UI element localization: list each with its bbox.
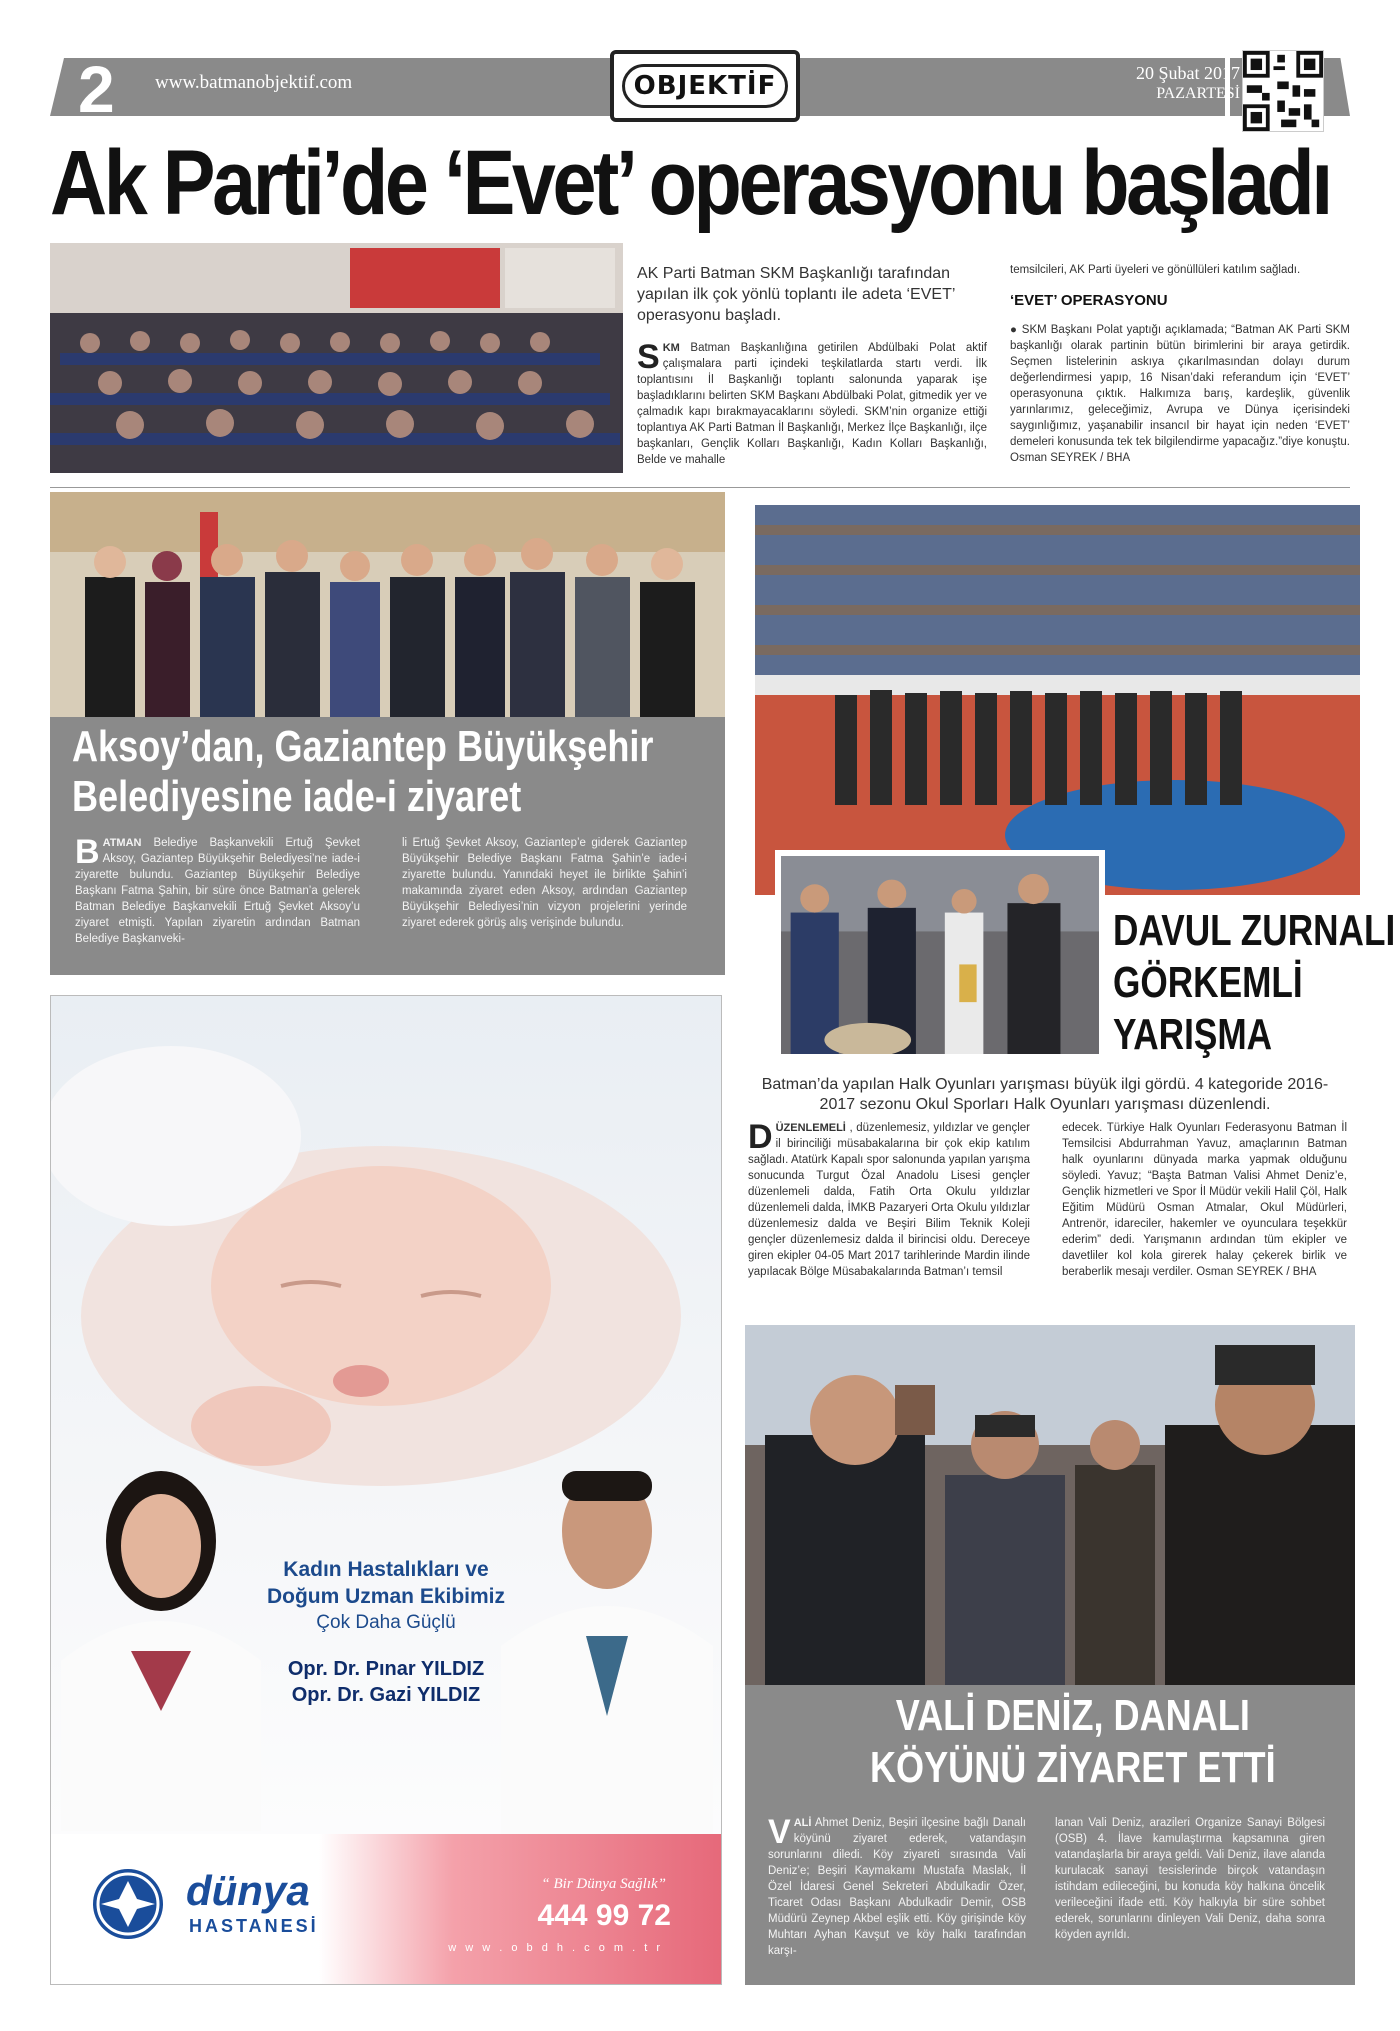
vali-title-line-1: VALİ DENİZ, DANALI <box>895 1691 1250 1740</box>
ad-slogan: “ Bir Dünya Sağlık” <box>541 1876 666 1892</box>
ak-article-column-1 <box>637 340 987 476</box>
aksoy-title <box>72 722 653 822</box>
vali-column-1 <box>768 1815 1026 1959</box>
davul-title-line-3: YARIŞMA <box>1113 1010 1273 1059</box>
ad-website[interactable]: w w w . o b d h . c o m . t r <box>448 1942 663 1954</box>
trophy-ceremony-photo <box>775 850 1105 1060</box>
day-text: PAZARTESİ <box>1156 85 1240 102</box>
ak-lead-word: KM <box>662 342 680 354</box>
page-number: 2 <box>78 52 115 126</box>
ad-tagline <box>216 1556 556 1636</box>
ak-dropcap: S <box>637 340 660 376</box>
davul-column-1 <box>748 1120 1030 1280</box>
vali-body-1: Ahmet Deniz, Beşiri ilçesine bağlı Danalı köyünü ziyaret ederek, vatandaşın sorunlarını diledi. Köy ziyareti sırasında Vali Deniz’e; Beşiri Kaymakamı Mustafa Maslak, İl Özel İdaresi Genel Sekreteri Abdulkadir Özer, Ticaret Odası Başkanı Abdulkadir Demir, OSB Müdürü Zeynep Akbel eşlik etti. Köy girişinde köy Muhtarı Ayhan Kavşut ve köy halkı tarafından karşı- <box>768 1817 1026 1957</box>
vali-body-2: lanan Vali Deniz, arazileri Organize Sanayi Bölgesi (OSB) 4. İlave kamulaştırma kapsamına giren vatandaşlarla bir araya geldi. Vali Deniz, ilave alanda kurulacak sanayi tesislerinde birçok vatandaşın istihdam edileceğini, bu konuda köy halkına öncelik verileceğini ifade etti. Köy halkıyla bir süre sohbet ederek, sorunlarını dinleyen Vali Deniz, daha sonra köyden ayrıldı. <box>1055 1817 1325 1941</box>
vali-column-2 <box>1055 1815 1325 1943</box>
ad-doctor-1: Opr. Dr. Pınar YILDIZ <box>287 1658 485 1680</box>
ak-body-3: ● SKM Başkanı Polat yaptığı açıklamada; “Batman AK Parti SKM başkanlığı olarak partinin bütün birimlerini bir araya getirdik. Seçmen listelerinin askıya çıkarılmasından dolayı durum değerlendirmesi yapıp, 16 Nisan’daki referandum için ‘EVET’ operasyonuna çıktık. Halkımıza barış, kardeşlik, güvenlik yarınlarımız, geleceğimiz, Avrupa ve Dünya içerisindeki saygınlığımız, yaşanabilir insancıl bir hayat için neden ‘EVET’ demeleri konusunda tek tek bilgilendirme yapacağız.”diye konuştu. Osman SEYREK / BHA <box>1010 324 1350 464</box>
ak-article-lead: AK Parti Batman SKM Başkanlığı tarafından yapılan ilk çok yönlü toplantı ile adeta ‘EVET’ operasyonu başladı. <box>637 265 955 324</box>
aksoy-column-1 <box>75 835 360 947</box>
ad-line-1: Kadın Hastalıkları ve <box>283 1558 489 1581</box>
aksoy-body-1: Belediye Başkanvekili Ertuğ Şevket Aksoy, Gaziantep Büyükşehir Belediyesi’ne iade-i ziyarette bulundu. Gaziantep Büyükşehir Belediye Başkanı Fatma Şahin, bir süre önce Batman’a gelerek Batman Belediye Başkanvekili Ertuğ Şevket Aksoy’u ziyaret etmişti. Yapılan ziyaretin ardından Batman Belediye Başkanveki- <box>75 837 360 945</box>
davul-title-line-1: DAVUL ZURNALI <box>1113 906 1396 955</box>
davul-body-1: , düzenlemesiz, yıldızlar ve gençler il birinciliği müsabakalarına bir çok ekip katılım sağladı. Atatürk Kapalı spor salonunda yapılan yarışma sonucunda Turgut Özal Anadolu Lisesi gençler düzenlemeli dalda, Fatih Orta Okulu yıldızlar düzenlemeli dalda, İMKB Pazaryeri Orta Okulu yıldızlar düzenlemesiz dalda ve Beşiri Bilim Teknik Koleji gençler düzenlemesiz dalda il birincisi oldu. Dereceye giren ekipler 04-05 Mart 2017 tarihlerinde Mardin ilinde yapılacak Bölge Müsabakalarında Batman’ı temsil <box>748 1122 1030 1278</box>
davul-title-line-2: GÖRKEMLİ <box>1113 958 1303 1007</box>
vali-village-visit-photo <box>745 1325 1355 1685</box>
aksoy-group-photo <box>50 492 725 717</box>
davul-title <box>1113 905 1395 1061</box>
hospital-brand: dünya <box>186 1867 310 1914</box>
qr-code-icon <box>1242 50 1324 132</box>
ak-body-1: Batman Başkanlığına getirilen Abdülbaki Polat aktif çalışmalara parti içindeki teşkilatlarda startı verdi. İlk toplantısını İl Başkanlığı toplantı salonunda yaparak işe başladıklarını belirten SKM Başkanı Abdülbaki Polat, gitmedik yer ve çalmadık kapı bırakmayacaklarını söyledi. SKM’nin organize ettiği toplantıya AK Parti Batman İl Başkanlığı, Merkez İlçe Başkanlığı, ilçe başkanları, Gençlik Kolları Başkanlığı, Kadın Kolları Başkanlığı, Belde ve mahalle <box>637 342 987 466</box>
logo-text: OBJEKTİF <box>633 71 777 101</box>
main-headline: Ak Parti’de ‘Evet’ operasyonu başladı <box>50 132 1330 234</box>
ad-footer <box>51 1834 721 1984</box>
issue-date <box>1080 62 1240 104</box>
masthead <box>50 50 1350 128</box>
ak-article-column-3 <box>1010 322 1350 466</box>
vali-dropcap: V <box>768 1813 791 1851</box>
aksoy-title-line-2: Belediyesine iade-i ziyaret <box>72 772 522 821</box>
aksoy-dropcap: B <box>75 833 100 871</box>
date-text: 20 Şubat 2017 <box>1135 63 1240 83</box>
ak-parti-meeting-photo <box>50 243 623 473</box>
vali-title <box>870 1690 1276 1794</box>
website-link[interactable]: www.batmanobjektif.com <box>155 72 353 93</box>
hospital-brand-sub: HASTANESİ <box>189 1916 319 1936</box>
section-divider <box>50 487 1350 488</box>
hospital-advertisement[interactable] <box>50 995 722 1985</box>
ak-article-column-2 <box>1010 262 1350 278</box>
ak-body-2: temsilcileri, AK Parti üyeleri ve gönüllüleri katılım sağladı. <box>1010 264 1301 276</box>
folk-dance-competition-photo <box>755 505 1360 895</box>
aksoy-body-2: li Ertuğ Şevket Aksoy, Gaziantep’e giderek Gaziantep Büyükşehir Belediye Başkanı Fatma Şahin’e iade-i ziyarette bulundu. Yanındaki heyet ile birlikte Şahin’i makamında ziyaret eden Aksoy, ardından Gaziantep Büyükşehir Belediyesi’nin vizyon projelerini yerinde ziyaret ederek görüş alış verişinde bulundu. <box>402 837 687 929</box>
vali-title-line-2: KÖYÜNÜ ZİYARET ETTİ <box>870 1743 1276 1792</box>
ad-line-2: Doğum Uzman Ekibimiz <box>266 1585 506 1608</box>
davul-lead-word: ÜZENLEMELİ <box>775 1122 846 1134</box>
davul-body-2: edecek. Türkiye Halk Oyunları Federasyonu Batman İl Temsilcisi Abdurrahman Yavuz, amaçlarının Batman halk oyunlarını dünyada marka yapmak olduğunu söyledi. Yavuz; “Başta Batman Valisi Ahmet Deniz’e, Gençlik hizmetleri ve Spor İl Müdür vekili Halil Çöl, Halk Eğitim Müdürü Osman Atmalar, Okul Müdürleri, Antrenör, idareciler, hakemler ve oyunculara teşekkür ederim” dedi. Yarışmanın ardından tüm ekipler ve davetliler kol kola girerek halay çekerek birlik ve beraberlik mesajı verdiler. Osman SEYREK / BHA <box>1062 1122 1347 1278</box>
hospital-emblem-icon <box>93 1869 163 1939</box>
aksoy-title-line-1: Aksoy’dan, Gaziantep Büyükşehir <box>72 722 654 771</box>
davul-dropcap: D <box>748 1118 773 1156</box>
davul-column-2 <box>1062 1120 1347 1280</box>
vali-lead-word: ALİ <box>793 1817 812 1829</box>
ad-phone[interactable]: 444 99 72 <box>537 1899 671 1932</box>
ad-line-3: Çok Daha Güçlü <box>316 1612 456 1633</box>
aksoy-lead-word: ATMAN <box>102 837 142 849</box>
davul-lead: Batman’da yapılan Halk Oyunları yarışması büyük ilgi gördü. 4 kategoride 2016-2017 sezonu Okul Sporları Halk Oyunları yarışması düzenlendi. <box>761 1076 1329 1113</box>
aksoy-column-2 <box>402 835 687 931</box>
newspaper-logo <box>610 50 800 122</box>
ak-subheading: ‘EVET’ OPERASYONU <box>1010 292 1168 309</box>
ad-doctor-2: Opr. Dr. Gazi YILDIZ <box>291 1684 481 1706</box>
ad-doctors <box>216 1656 556 1708</box>
